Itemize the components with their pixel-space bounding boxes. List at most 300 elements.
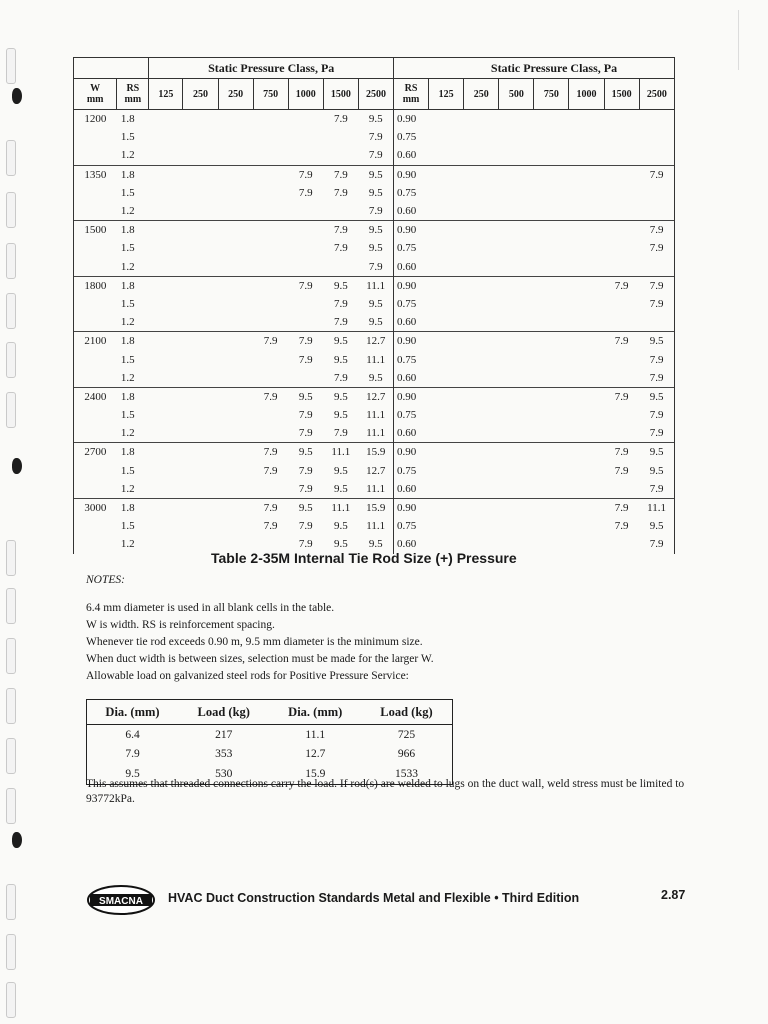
- rod-size-cell: [464, 146, 499, 165]
- rs-meter-cell: 0.60: [394, 146, 429, 165]
- rod-size-cell: [499, 406, 534, 424]
- rs-cell: 1.5: [120, 409, 135, 422]
- rod-size-cell: 9.5: [288, 387, 323, 406]
- rod-size-cell: 9.5: [368, 186, 383, 199]
- rod-size-cell: [569, 332, 604, 351]
- table-row: [74, 332, 675, 351]
- rod-size-cell: [183, 406, 218, 424]
- rod-size-cell: 7.9: [604, 387, 639, 406]
- rod-size-cell: [149, 295, 183, 313]
- load-col-header: Dia. (mm): [87, 700, 179, 725]
- rod-size-cell: 11.1: [366, 353, 386, 366]
- rod-size-cell: [569, 350, 604, 368]
- rod-size-cell: [569, 276, 604, 295]
- col-left-class: 1000: [288, 79, 323, 110]
- rod-size-cell: [149, 462, 183, 480]
- rod-size-cell: [534, 239, 569, 257]
- rod-size-cell: [429, 258, 464, 277]
- rod-size-cell: [534, 332, 569, 351]
- punch-hole-shadow: [12, 88, 22, 104]
- rod-size-cell: 7.9: [604, 332, 639, 351]
- rod-size-cell: 7.9: [323, 110, 358, 129]
- notes-heading: NOTES:: [86, 574, 125, 586]
- col-left-class: 125: [149, 79, 183, 110]
- rod-size-cell: 11.1: [366, 520, 386, 533]
- rs-cell: 1.2: [120, 427, 135, 440]
- rod-size-cell: [464, 498, 499, 517]
- load-cell: 217: [215, 728, 233, 741]
- rod-size-cell: 9.5: [333, 353, 348, 366]
- rod-size-cell: 9.5: [639, 332, 674, 351]
- rod-size-cell: [569, 406, 604, 424]
- rod-size-cell: [499, 184, 534, 202]
- rod-size-cell: [534, 424, 569, 443]
- rod-size-cell: 7.9: [333, 242, 348, 255]
- rod-size-cell: [499, 165, 534, 184]
- width-cell: [74, 480, 117, 499]
- rod-size-cell: [288, 258, 323, 277]
- rod-size-cell: [534, 313, 569, 332]
- rs-cell: 1.5: [120, 242, 135, 255]
- rod-size-cell: [429, 517, 464, 535]
- width-cell: [74, 517, 117, 535]
- rod-size-cell: [604, 202, 639, 221]
- rod-size-cell: 9.5: [288, 498, 323, 517]
- table-row: [74, 165, 675, 184]
- rod-size-cell: [569, 221, 604, 240]
- load-cell: 12.7: [305, 748, 326, 761]
- load-row: [87, 745, 453, 765]
- rs-meter-cell: 0.90: [394, 221, 429, 240]
- rod-size-cell: [499, 295, 534, 313]
- rod-size-cell: [534, 443, 569, 462]
- table-row: [74, 424, 675, 443]
- col-right-class: 1500: [604, 79, 639, 110]
- rod-size-cell: 9.5: [358, 110, 393, 129]
- rod-size-cell: [149, 128, 183, 146]
- rod-size-cell: [464, 110, 499, 129]
- rod-size-cell: 11.1: [323, 443, 358, 462]
- rod-size-cell: [569, 110, 604, 129]
- rod-size-cell: [604, 480, 639, 499]
- rod-size-cell: [429, 146, 464, 165]
- rod-size-cell: [149, 443, 183, 462]
- rod-size-cell: [534, 202, 569, 221]
- rod-size-cell: [253, 128, 288, 146]
- rod-size-cell: [569, 128, 604, 146]
- rod-size-cell: 7.9: [333, 186, 348, 199]
- rod-size-cell: [499, 387, 534, 406]
- rod-size-cell: [464, 184, 499, 202]
- rod-size-cell: 7.9: [333, 371, 348, 384]
- rod-size-cell: [534, 498, 569, 517]
- col-left-class: 2500: [358, 79, 393, 110]
- rod-size-cell: [288, 369, 323, 388]
- width-cell: 2700: [74, 443, 117, 462]
- rod-size-cell: [149, 221, 183, 240]
- rod-size-cell: [464, 221, 499, 240]
- rod-size-cell: [604, 184, 639, 202]
- table-row: [74, 110, 675, 129]
- rod-size-cell: [288, 313, 323, 332]
- rod-size-cell: [639, 313, 674, 332]
- rs-cell: 1.2: [120, 371, 135, 384]
- punch-hole-shadow: [12, 458, 22, 474]
- rod-size-cell: [149, 480, 183, 499]
- rod-size-cell: [429, 295, 464, 313]
- load-col-header: Dia. (mm): [270, 700, 362, 725]
- width-cell: [74, 202, 117, 221]
- table-row: [74, 462, 675, 480]
- rod-size-cell: [149, 498, 183, 517]
- rod-size-cell: 9.5: [323, 387, 358, 406]
- rod-size-cell: 7.9: [288, 165, 323, 184]
- rod-size-cell: [499, 462, 534, 480]
- rod-size-cell: [464, 165, 499, 184]
- rod-size-cell: 9.5: [639, 387, 674, 406]
- binder-hole: [6, 788, 16, 824]
- rod-size-cell: 7.9: [263, 464, 278, 477]
- note-line: Allowable load on galvanized steel rods for Positive Pressure Service:: [86, 670, 409, 682]
- rs-meter-cell: 0.75: [394, 462, 429, 480]
- rod-size-cell: 7.9: [298, 186, 313, 199]
- rod-size-cell: [218, 295, 253, 313]
- rod-size-cell: [218, 387, 253, 406]
- rod-size-cell: 9.5: [333, 409, 348, 422]
- table-row: [74, 480, 675, 499]
- table-row: [74, 369, 675, 388]
- rod-size-cell: 7.9: [263, 520, 278, 533]
- rod-size-cell: [218, 406, 253, 424]
- table-row: [74, 276, 675, 295]
- rod-size-cell: 7.9: [368, 260, 383, 273]
- rod-size-cell: 7.9: [288, 276, 323, 295]
- rod-size-cell: [604, 221, 639, 240]
- rod-size-cell: 7.9: [639, 535, 674, 553]
- binder-hole: [6, 638, 16, 674]
- header-blank-cell: [74, 58, 149, 79]
- rod-size-cell: 7.9: [639, 276, 674, 295]
- load-cell: 11.1: [305, 728, 326, 741]
- rod-size-cell: [253, 239, 288, 257]
- rod-size-cell: 7.9: [604, 443, 639, 462]
- rod-size-cell: [183, 443, 218, 462]
- rod-size-cell: [253, 110, 288, 129]
- col-right-class: 500: [499, 79, 534, 110]
- rod-size-cell: 9.5: [333, 464, 348, 477]
- rod-size-cell: [534, 295, 569, 313]
- rod-size-cell: [604, 295, 639, 313]
- rod-size-cell: [183, 424, 218, 443]
- width-cell: 2400: [74, 387, 117, 406]
- rs-cell: 1.8: [117, 110, 149, 129]
- rs-cell: 1.2: [120, 149, 135, 162]
- rod-size-cell: 7.9: [368, 131, 383, 144]
- rod-size-cell: [253, 184, 288, 202]
- page-number: 2.87: [661, 888, 686, 902]
- binder-hole: [6, 293, 16, 329]
- rod-size-cell: [464, 239, 499, 257]
- rod-size-cell: [499, 480, 534, 499]
- rod-size-cell: [429, 480, 464, 499]
- rod-size-cell: [149, 313, 183, 332]
- rod-size-cell: [604, 406, 639, 424]
- rod-size-cell: 11.1: [639, 498, 674, 517]
- rod-size-cell: [499, 221, 534, 240]
- rod-size-cell: [288, 221, 323, 240]
- rod-size-cell: 12.7: [358, 332, 393, 351]
- width-cell: 1200: [74, 110, 117, 129]
- rod-size-cell: [218, 517, 253, 535]
- rod-size-cell: [464, 313, 499, 332]
- rod-size-cell: [288, 202, 323, 221]
- rod-size-cell: [429, 387, 464, 406]
- rod-size-cell: [499, 276, 534, 295]
- rod-size-cell: 9.5: [368, 297, 383, 310]
- rod-size-cell: [534, 276, 569, 295]
- rod-size-cell: 7.9: [639, 221, 674, 240]
- rod-size-cell: [464, 332, 499, 351]
- rod-size-cell: [604, 146, 639, 165]
- rod-size-cell: [323, 146, 358, 165]
- width-cell: [74, 239, 117, 257]
- punch-hole-shadow: [12, 832, 22, 848]
- rod-size-cell: [149, 369, 183, 388]
- rod-size-cell: [534, 110, 569, 129]
- rs-meter-cell: 0.90: [394, 332, 429, 351]
- rod-size-cell: [569, 369, 604, 388]
- rs-cell: 1.2: [120, 205, 135, 218]
- rod-size-cell: [429, 221, 464, 240]
- left-group-title: Static Pressure Class, Pa: [149, 58, 394, 79]
- rod-size-cell: [183, 480, 218, 499]
- width-cell: [74, 313, 117, 332]
- col-right-class: 1000: [569, 79, 604, 110]
- rod-size-cell: [288, 146, 323, 165]
- rod-size-cell: 9.5: [368, 371, 383, 384]
- rod-size-cell: [429, 350, 464, 368]
- rod-size-cell: [149, 258, 183, 277]
- rod-size-cell: [534, 184, 569, 202]
- load-cell: 6.4: [125, 728, 140, 741]
- rod-size-cell: [534, 258, 569, 277]
- rod-size-cell: [429, 332, 464, 351]
- rod-size-cell: [604, 313, 639, 332]
- rod-size-cell: [464, 387, 499, 406]
- rod-size-cell: [183, 332, 218, 351]
- col-left-class: 750: [253, 79, 288, 110]
- rs-cell: 1.2: [120, 538, 135, 551]
- rod-size-cell: [429, 239, 464, 257]
- rod-size-cell: 7.9: [639, 424, 674, 443]
- col-right-class: 750: [534, 79, 569, 110]
- rod-size-cell: [149, 110, 183, 129]
- rod-size-cell: [499, 332, 534, 351]
- binder-hole: [6, 342, 16, 378]
- rod-size-cell: [218, 165, 253, 184]
- page-footer: [86, 884, 686, 918]
- scan-edge-mark: [738, 10, 739, 70]
- rod-size-cell: 9.5: [333, 482, 348, 495]
- rod-size-cell: 9.5: [323, 276, 358, 295]
- rod-size-cell: [183, 184, 218, 202]
- rod-size-cell: [499, 146, 534, 165]
- rod-size-cell: [569, 462, 604, 480]
- rod-size-cell: [218, 369, 253, 388]
- rod-size-cell: 7.9: [253, 387, 288, 406]
- rs-meter-cell: 0.60: [394, 258, 429, 277]
- table-row: [74, 146, 675, 165]
- table-row: [74, 239, 675, 257]
- rod-size-cell: 7.9: [639, 239, 674, 257]
- rod-size-cell: [253, 165, 288, 184]
- rod-size-cell: [534, 128, 569, 146]
- binder-hole: [6, 392, 16, 428]
- svg-text:SMACNA: SMACNA: [99, 896, 143, 907]
- rod-size-cell: [218, 350, 253, 368]
- rod-size-cell: [183, 202, 218, 221]
- rod-size-cell: 7.9: [298, 538, 313, 551]
- load-cell: 15.9: [305, 767, 326, 780]
- rod-size-cell: [429, 184, 464, 202]
- width-cell: 1500: [74, 221, 117, 240]
- col-w: W mm: [74, 79, 117, 110]
- rs-cell: 1.8: [117, 221, 149, 240]
- rod-size-cell: [183, 276, 218, 295]
- rod-size-cell: [639, 202, 674, 221]
- rod-size-cell: [499, 313, 534, 332]
- load-col-header: Load (kg): [178, 700, 270, 725]
- rod-size-cell: [288, 110, 323, 129]
- table-caption: Table 2-35M Internal Tie Rod Size (+) Pressure: [211, 550, 517, 566]
- rod-size-cell: [464, 276, 499, 295]
- rs-meter-cell: 0.75: [394, 517, 429, 535]
- rs-cell: 1.8: [117, 165, 149, 184]
- rod-size-cell: [253, 480, 288, 499]
- rod-size-cell: [534, 535, 569, 553]
- rod-size-cell: [569, 184, 604, 202]
- rod-size-cell: [183, 350, 218, 368]
- rod-size-cell: [218, 424, 253, 443]
- rod-size-cell: [534, 350, 569, 368]
- rs-meter-cell: 0.75: [394, 239, 429, 257]
- rod-size-cell: [149, 387, 183, 406]
- rod-size-cell: [149, 165, 183, 184]
- rod-size-cell: [604, 128, 639, 146]
- width-cell: [74, 350, 117, 368]
- width-cell: [74, 424, 117, 443]
- rod-size-cell: 7.9: [604, 276, 639, 295]
- rod-size-cell: 12.7: [358, 387, 393, 406]
- table-row: [74, 517, 675, 535]
- rod-size-cell: 9.5: [323, 332, 358, 351]
- rod-size-cell: [499, 443, 534, 462]
- col-right-class: 250: [464, 79, 499, 110]
- rod-size-cell: [464, 517, 499, 535]
- rod-size-cell: [183, 146, 218, 165]
- rod-size-cell: [323, 258, 358, 277]
- width-cell: 2100: [74, 332, 117, 351]
- width-cell: [74, 146, 117, 165]
- rs-meter-cell: 0.60: [394, 202, 429, 221]
- rod-size-cell: [429, 313, 464, 332]
- rod-size-cell: [569, 480, 604, 499]
- rod-size-cell: 7.9: [333, 427, 348, 440]
- rod-size-cell: [499, 498, 534, 517]
- rod-size-cell: [218, 313, 253, 332]
- width-cell: 3000: [74, 498, 117, 517]
- rod-size-cell: 7.9: [298, 520, 313, 533]
- smacna-logo: [86, 884, 156, 916]
- rod-size-cell: [253, 424, 288, 443]
- rs-meter-cell: 0.60: [394, 535, 429, 553]
- rod-size-cell: [534, 221, 569, 240]
- rs-cell: 1.2: [120, 482, 135, 495]
- binder-hole: [6, 48, 16, 84]
- rod-size-cell: 7.9: [639, 369, 674, 388]
- rs-cell: 1.5: [120, 297, 135, 310]
- binder-hole: [6, 192, 16, 228]
- rod-size-cell: [323, 128, 358, 146]
- rod-size-cell: [464, 202, 499, 221]
- rod-size-cell: [464, 443, 499, 462]
- rod-size-cell: [429, 462, 464, 480]
- rod-size-cell: 7.9: [298, 482, 313, 495]
- rod-size-cell: [499, 239, 534, 257]
- rod-size-cell: [253, 313, 288, 332]
- rs-cell: 1.5: [120, 464, 135, 477]
- rod-size-cell: [429, 110, 464, 129]
- rs-cell: 1.2: [120, 316, 135, 329]
- rod-size-cell: [429, 369, 464, 388]
- rs-cell: 1.5: [120, 353, 135, 366]
- table-row: [74, 350, 675, 368]
- rod-size-cell: 9.5: [333, 520, 348, 533]
- rod-size-cell: 9.5: [368, 538, 383, 551]
- rod-size-cell: [218, 443, 253, 462]
- width-cell: [74, 406, 117, 424]
- rod-size-cell: [149, 202, 183, 221]
- binder-hole: [6, 884, 16, 920]
- table-row: [74, 184, 675, 202]
- rod-size-cell: [639, 146, 674, 165]
- rod-size-cell: [569, 239, 604, 257]
- binder-hole: [6, 540, 16, 576]
- rod-size-cell: [604, 165, 639, 184]
- rod-size-cell: 7.9: [614, 464, 629, 477]
- note-line: Whenever tie rod exceeds 0.90 m, 9.5 mm diameter is the minimum size.: [86, 636, 423, 648]
- rod-size-cell: 7.9: [368, 205, 383, 218]
- load-cell: 7.9: [125, 748, 140, 761]
- load-col-header: Load (kg): [361, 700, 453, 725]
- rod-size-cell: [569, 165, 604, 184]
- table-row: [74, 387, 675, 406]
- rod-size-cell: [183, 128, 218, 146]
- allowable-load-table: [86, 699, 453, 785]
- note-line: When duct width is between sizes, selection must be made for the larger W.: [86, 653, 434, 665]
- rs-meter-cell: 0.90: [394, 276, 429, 295]
- rod-size-cell: [429, 424, 464, 443]
- rod-size-cell: 7.9: [639, 406, 674, 424]
- rod-size-cell: 11.1: [366, 409, 386, 422]
- col-left-class: 250: [218, 79, 253, 110]
- rod-size-cell: [149, 350, 183, 368]
- rs-meter-cell: 0.75: [394, 295, 429, 313]
- rod-size-cell: [429, 276, 464, 295]
- table-row: [74, 295, 675, 313]
- rs-cell: 1.5: [120, 520, 135, 533]
- rod-size-cell: [569, 258, 604, 277]
